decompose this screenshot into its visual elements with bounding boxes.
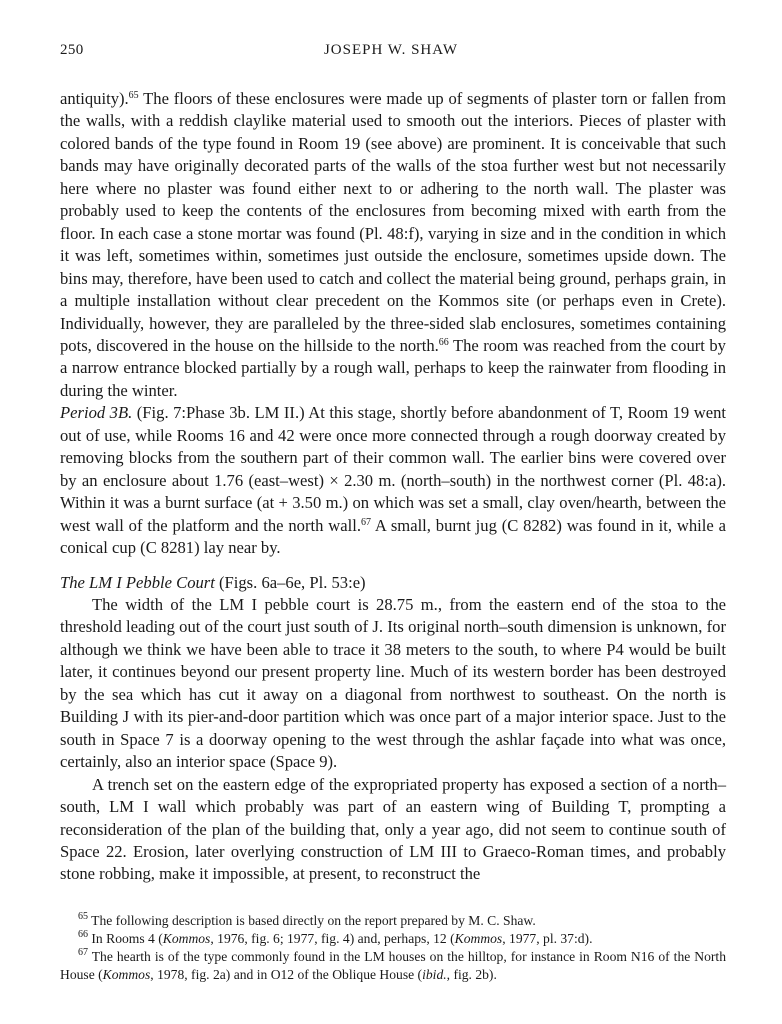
- section-title: The LM I Pebble Court: [60, 572, 215, 592]
- paragraph-pebble-court: The width of the LM I pebble court is 28.75 m., from the eastern end of the stoa to the threshold leading out of the court just south of J. Its original north–south dimension is unknown, for although we think we have been able to trace it 38 meters to the south, to where P4 would be built later, it continues beyond our present property line. Much of its western border has been destroyed by the sea which has cut it away on a diagonal from northwest to southeast. On the north is Building J with its pier-and-door partition which was once part of a major interior space. Just to the south in Space 7 is a doorway opening to the west through the ashlar façade into what was once, certainly, also an interior space (Space 9).: [60, 594, 726, 772]
- page-number: 250: [60, 42, 84, 58]
- main-text: [60, 88, 726, 886]
- page-header: [60, 42, 722, 64]
- footnote-65: $^{65}$ The following description is based directly on the report prepared by M. C. Shaw.: [78, 911, 536, 928]
- footnote-ref-66: 66: [438, 336, 449, 348]
- paragraph-1: antiquity).$^{65}$ The floors of these enclosures were made up of segments of plaster torn or fallen from the walls, with a reddish claylike material used to smooth out the interiors. Pieces of plaster with colored bands of the type found in Room 19 (see above) are prominent. It is conceivable that such bands may have originally decorated parts of the walls of the stoa further west but not necessarily here where no plaster was found either next to or adhering to the north wall. The plaster was probably used to keep the contents of the enclosures from becoming mixed with earth from the floor. In each case a stone mortar was found (Pl. 48:f), varying in size and in the condition in which it was left, sometimes within, sometimes just outside the enclosure, sometimes upside down. The bins may, therefore, have been used to catch and collect the material being ground, perhaps grain, in a multiple installation without clear precedent on the Kommos site (or perhaps even in Crete). Individually, however, they are paralleled by the three-sided slab enclosures, sometimes containing pots, discovered in the house on the hillside to the north.$^{66}$ The room was reached from the court by a narrow entrance blocked partially by a rough wall, perhaps to keep the rainwater from flooding in during the winter.: [60, 89, 726, 400]
- footnote-ref-67: 67: [360, 516, 371, 528]
- footnote-67: $^{67}$ The hearth is of the type commonly found in the LM houses on the hilltop, for instance in Room N16 of the North House (Kommos, 1978, fig. 2a) and in O12 of the Oblique House (ibid., fig. 2b).: [60, 947, 726, 982]
- running-head: JOSEPH W. SHAW: [323, 42, 459, 58]
- footnotes: [60, 912, 726, 984]
- paragraph-period-3b: Period 3B. (Fig. 7:Phase 3b. LM II.) At this stage, shortly before abandonment of T, Room 19 went out of use, while Rooms 16 and 42 were once more connected through a rough doorway created by removing blocks from the southern part of their common wall. The earlier bins were covered over by an enclosure about 1.76 (east–west) × 2.30 m. (north–south) in the northwest corner (Pl. 48:a). Within it was a burnt surface (at + 3.50 m.) on which was set a small, clay oven/hearth, between the west wall of the platform and the north wall.$^{67}$ A small, burnt jug (C 8282) was found in it, while a conical cup (C 8281) lay near by.: [60, 403, 726, 558]
- section-figure-ref: (Figs. 6a–6e, Pl. 53:e): [214, 572, 366, 592]
- footnote-ref-65: 65: [128, 90, 139, 101]
- paragraph-trench: A trench set on the eastern edge of the expropriated property has exposed a section of a north–south, LM I wall which probably was part of an eastern wing of Building T, prompting a reconsideration of the plan of the building that, only a year ago, did not seem to continue south of Space 22. Erosion, later overlying construction of LM III to Graeco-Roman times, and probably stone robbing, make it impossible, at present, to reconstruct the: [60, 774, 726, 884]
- period-label: Period 3B.: [60, 403, 133, 423]
- section-heading: [60, 572, 726, 594]
- footnote-66: $^{66}$ In Rooms 4 (Kommos, 1976, fig. 6; 1977, fig. 4) and, perhaps, 12 (Kommos, 1977, pl. 37:d).: [78, 929, 593, 946]
